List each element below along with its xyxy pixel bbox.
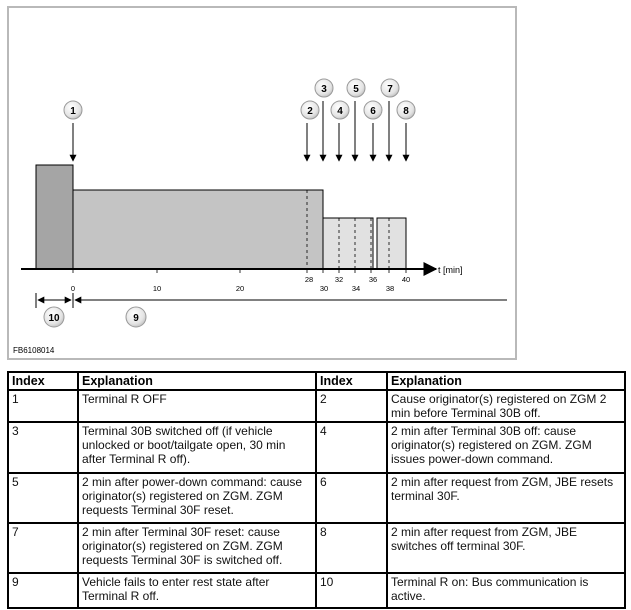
tick-label-36: 36 xyxy=(368,275,378,284)
tick-label-28: 28 xyxy=(304,275,314,284)
index-cell: 1 xyxy=(8,390,78,422)
explanation-cell: Terminal R on: Bus communication is active. xyxy=(387,573,625,608)
index-cell: 7 xyxy=(8,523,78,573)
tick-label-38: 38 xyxy=(385,284,395,293)
tick-label-10: 10 xyxy=(152,284,162,293)
table-row xyxy=(8,523,625,573)
svg-text:9: 9 xyxy=(133,313,139,324)
index-cell: 4 xyxy=(316,422,387,473)
index-cell: 9 xyxy=(8,573,78,608)
tick-label-30: 30 xyxy=(319,284,329,293)
callout-4 xyxy=(331,101,349,119)
svg-text:8: 8 xyxy=(403,106,409,117)
callout-5 xyxy=(347,79,365,97)
timing-diagram-figure xyxy=(7,6,517,360)
callout-10 xyxy=(44,307,64,327)
explanation-cell: Terminal R OFF xyxy=(78,390,316,422)
explanation-cell: 2 min after Terminal 30B off: cause originator(s) registered on ZGM. ZGM issues power-down command. xyxy=(387,422,625,473)
time-axis-label: t [min] xyxy=(438,265,463,275)
callout-8 xyxy=(397,101,415,119)
tick-label-34: 34 xyxy=(351,284,361,293)
index-cell: 5 xyxy=(8,473,78,523)
event-arrows xyxy=(73,101,406,161)
svg-text:2: 2 xyxy=(307,106,313,117)
callout-6 xyxy=(364,101,382,119)
index-cell: 8 xyxy=(316,523,387,573)
callout-9 xyxy=(126,307,146,327)
timing-diagram xyxy=(9,8,515,358)
header-index-left: Index xyxy=(8,372,78,390)
index-cell: 10 xyxy=(316,573,387,608)
table-row xyxy=(8,473,625,523)
table-row xyxy=(8,573,625,608)
tick-label-40: 40 xyxy=(401,275,411,284)
terminal-r-block xyxy=(36,165,73,269)
svg-text:5: 5 xyxy=(353,84,359,95)
index-cell: 3 xyxy=(8,422,78,473)
explanation-cell: Vehicle fails to enter rest state after Terminal R off. xyxy=(78,573,316,608)
svg-text:10: 10 xyxy=(48,313,60,324)
callout-7 xyxy=(381,79,399,97)
svg-text:4: 4 xyxy=(337,106,343,117)
svg-text:6: 6 xyxy=(370,106,376,117)
header-index-right: Index xyxy=(316,372,387,390)
table-row xyxy=(8,422,625,473)
index-cell: 2 xyxy=(316,390,387,422)
explanation-cell: 2 min after Terminal 30F reset: cause originator(s) registered on ZGM. ZGM requests Terminal 30F is switched off. xyxy=(78,523,316,573)
callout-3 xyxy=(315,79,333,97)
legend-table xyxy=(7,371,626,609)
header-explanation-right: Explanation xyxy=(387,372,625,390)
header-explanation-left: Explanation xyxy=(78,372,316,390)
svg-text:3: 3 xyxy=(321,84,327,95)
duration-markers xyxy=(36,293,507,308)
explanation-cell: 2 min after power-down command: cause originator(s) registered on ZGM. ZGM requests Terminal 30F reset. xyxy=(78,473,316,523)
svg-text:7: 7 xyxy=(387,84,393,95)
callout-2 xyxy=(301,101,319,119)
explanation-cell: 2 min after request from ZGM, JBE resets terminal 30F. xyxy=(387,473,625,523)
index-cell: 6 xyxy=(316,473,387,523)
figure-id: FB6108014 xyxy=(13,346,55,355)
explanation-cell: Terminal 30B switched off (if vehicle unlocked or boot/tailgate open, 30 min after Terminal R off). xyxy=(78,422,316,473)
terminal-30f-block-a xyxy=(323,218,373,269)
tick-label-32: 32 xyxy=(334,275,344,284)
terminal-30b-block xyxy=(73,190,323,269)
explanation-cell: Cause originator(s) registered on ZGM 2 min before Terminal 30B off. xyxy=(387,390,625,422)
tick-label-0: 0 xyxy=(70,284,76,293)
svg-text:1: 1 xyxy=(70,106,76,117)
tick-label-20: 20 xyxy=(235,284,245,293)
legend-header-row xyxy=(8,372,625,390)
terminal-30f-block-b xyxy=(377,218,406,269)
callout-1 xyxy=(64,101,82,119)
explanation-cell: 2 min after request from ZGM, JBE switches off terminal 30F. xyxy=(387,523,625,573)
table-row xyxy=(8,390,625,422)
